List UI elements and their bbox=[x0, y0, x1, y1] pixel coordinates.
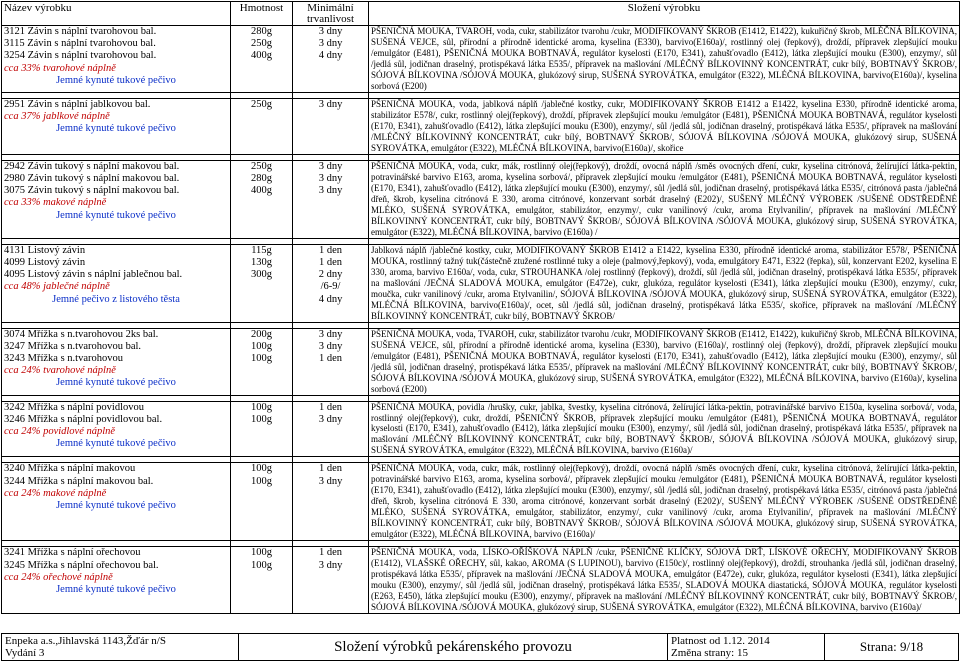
product-weight: 400g bbox=[251, 50, 272, 62]
product-category: Jemné kynuté tukové pečivo bbox=[56, 500, 176, 512]
filling-share-note: cca 48% jablečné náplně bbox=[4, 281, 110, 293]
product-weight: 280g bbox=[251, 26, 272, 37]
product-names-cell bbox=[2, 547, 231, 614]
product-name: 4099 Listový závin bbox=[4, 256, 86, 268]
product-name: 3241 Mřížka s náplní ořechovou bbox=[4, 547, 141, 559]
weights-cell bbox=[231, 328, 293, 395]
product-weight: 100g bbox=[251, 559, 272, 571]
shelf-life-value: 3 dny bbox=[318, 38, 343, 50]
footer-page-number: Strana: 9/18 bbox=[825, 634, 959, 661]
shelf-life-value: 3 dny bbox=[318, 340, 343, 352]
product-group-row bbox=[2, 463, 960, 541]
product-category: Jemné pečivo z listového těsta bbox=[52, 293, 180, 305]
header-composition: Složení výrobku bbox=[369, 2, 960, 26]
product-weight: 300g bbox=[251, 269, 272, 281]
composition-text: PŠENIČNÁ MOUKA, voda, cukr, mák, rostlinný olej(řepkový), droždí, ovocná náplň /směs ovocných dření, cukr, kyselina citrónová, želírující látka-pektin, potravinářské barvivo E163, aroma, kyselina sorbová/, přípravek zlepšující mouku /emulgátor (E481), PŠENIČNÁ MOUKA BOBTNAVÁ, regulátor kyselosti (E170, E341), zahušťovadlo (E412), látka zlepšující mouku (E300), enzymy/, sůl /jedlá sůl, jodičnan draselný, protispékavá látka E535/, citrónová pasta /jablečná dřeň, škrob, kyselina citrónová E 330, aroma citrónové, konzervant sorbát draselný (E202)/, SUŠENÝ MLÉČNÝ VÝROBEK /SUŠENÉ ODSTŘEDĚNÉ MLÉKO, SUŠENÁ SYROVÁTKA, emulgátor, stabilizátor, enzymy/, cukr vanilinový /cukr, aroma Etylvanilin/, přípravek na mašlování /MLÉČNÝ BÍLKOVINNÝ KONCENTRÁT, cukr bílý, BOBTNAVÝ ŠKROB/, SÓJOVÁ BÍLKOVINA /SÓJOVÁ MOUKA, glukózový sirup, SUŠENÁ SYROVÁTKA, emulgátor (E322), MLÉČNÁ BÍLKOVINA, barvivo (E160a) / bbox=[369, 160, 960, 238]
header-weight: Hmotnost bbox=[231, 2, 293, 26]
product-weight: 250g bbox=[251, 38, 272, 50]
header-shelf-life: Minimální trvanlivost bbox=[293, 2, 369, 26]
product-name: 3244 Mřížka s náplní makovou bal. bbox=[4, 475, 154, 487]
product-group-row bbox=[2, 26, 960, 93]
product-weight: 400g bbox=[251, 185, 272, 197]
product-weight: 280g bbox=[251, 173, 272, 185]
filling-share-note: cca 24% makové náplně bbox=[4, 487, 107, 499]
shelf-life-value: 1 den bbox=[318, 401, 343, 413]
weights-cell bbox=[231, 160, 293, 238]
shelf-life-value: /6-9/ bbox=[320, 281, 341, 293]
weights-cell bbox=[231, 244, 293, 322]
shelf-life-value: 4 dny bbox=[318, 293, 343, 305]
composition-text: Jablková náplň /jablečné kostky, cukr, MODIFIKOVANÝ ŠKROB E1412 a E1422, kyselina E330, přírodně identické aroma, stabilizátor E578/, PŠENIČNÁ MOUKA, rostlinný tažný tuk(částečně ztužené rostlinné tuky a oleje (palmový,řepkový), voda, emulgátory E471, E322 (řepka), sůl, konzervant E202, kyselina E 330, aroma, barvivo E160a/, voda, cukr, STROUHANKA /olej rostlinný (řepkový), droždí, sůl /jedlá sůl, jodičnan draselný, protispékavá látka E535/, přípravek na mašlování /JEČNÁ SLADOVÁ MOUKA, emulgátor (E472e), cukr, glukóza, regulátor kyselosti (E341), látka zlepšující mouku (E300), enzymy/, cukr, moučka, cukr vanilinový /cukr, aroma Etylvanilin/, SÓJOVÁ BÍLKOVINA /SÓJOVÁ MOUKA, glukózový sirup, SUŠENÁ SYROVÁTKA, emulgátor (E322), MLÉČNÁ BÍLKOVINA, barvivo(E160a)/, ocet, sůl /jedlá sůl, jodičnan draselný, protispékavá látka E535/, skořice, přípravek na mašlování /MLÉČNÝ BÍLKOVINNÝ KONCENTRÁT, cukr bílý, BOBTNAVÝ ŠKROB/ bbox=[369, 244, 960, 322]
product-group-row bbox=[2, 160, 960, 238]
product-category: Jemné kynuté tukové pečivo bbox=[56, 438, 176, 450]
shelf-life-value: 1 den bbox=[318, 244, 343, 256]
shelf-life-value: 2 dny bbox=[318, 269, 343, 281]
product-name: 3074 Mřížka s n.tvarohovou 2ks bal. bbox=[4, 328, 159, 340]
composition-text: PŠENIČNÁ MOUKA, voda, jablková náplň /jablečné kostky, cukr, MODIFIKOVANÝ ŠKROB E1412 a E1422, kyselina E330, přírodně identické aroma, stabilizátor E578/, cukr, rostlinný olej(řepkový), droždí, přípravek zlepšující mouku /emulgátor (E481), PŠENIČNÁ MOUKA BOBTNAVÁ, regulátor kyselosti (E170, E341), zahušťovadlo (E412), látka zlepšující mouku (E300), enzymy/, sůl /jedlá sůl, jodičnan draselný, protispékavá látka E535/, přípravek na mašlování /MLÉČNÝ BÍLKOVINNÝ KONCENTRÁT, cukr bílý, BOBTNAVÝ ŠKROB/, SÓJOVÁ BÍLKOVINA /SÓJOVÁ MOUKA, glukózový sirup, SUŠENÁ SYROVÁTKA, emulgátor (E322), MLÉČNÁ BÍLKOVINA, barvivo(E160a)/, skořice bbox=[369, 98, 960, 154]
shelf-life-value: 3 dny bbox=[318, 328, 343, 340]
product-names-cell bbox=[2, 26, 231, 93]
product-weight: 100g bbox=[251, 463, 272, 475]
filling-share-note: cca 24% ořechové náplně bbox=[4, 571, 113, 583]
product-names-cell bbox=[2, 463, 231, 541]
shelf-life-cell bbox=[293, 401, 369, 457]
filling-share-note: cca 37% jablkové náplně bbox=[4, 111, 110, 123]
shelf-life-value: 3 dny bbox=[318, 98, 343, 110]
product-name: 3075 Závin tukový s náplní makovou bal. bbox=[4, 185, 180, 197]
shelf-life-value: 1 den bbox=[318, 256, 343, 268]
product-name: 3240 Mřížka s náplní makovou bbox=[4, 463, 136, 475]
shelf-life-value: 3 dny bbox=[318, 26, 343, 37]
product-name: 4095 Listový závin s náplní jablečnou bal. bbox=[4, 269, 183, 281]
product-names-cell bbox=[2, 328, 231, 395]
shelf-life-value: 3 dny bbox=[318, 559, 343, 571]
shelf-life-value: 3 dny bbox=[318, 413, 343, 425]
product-group-row bbox=[2, 98, 960, 154]
product-weight: 100g bbox=[251, 340, 272, 352]
product-weight: 115g bbox=[251, 244, 272, 256]
header-name: Název výrobku bbox=[2, 2, 231, 26]
product-name: 2942 Závin tukový s náplní makovou bal. bbox=[4, 160, 180, 172]
composition-text: PŠENIČNÁ MOUKA, voda, cukr, mák, rostlinný olej(řepkový), droždí, ovocná náplň /směs ovocných dření, cukr, kyselina citrónová, želírující látka-pektin, potravinářské barvivo E163, aroma, kyselina sorbová/, přípravek zlepšující mouku /emulgátor (E481), PŠENIČNÁ MOUKA BOBTNAVÁ, regulátor kyselosti (E170, E341), zahušťovadlo (E412), látka zlepšující mouku (E300), enzymy/, sůl /jedlá sůl, jodičnan draselný, protispékavá látka E535/, citrónová pasta /jablečná dřeň, škrob, kyselina citrónová E 330, aroma citrónové, konzervant sorbát draselný (E202)/, SUŠENÝ MLÉČNÝ VÝROBEK /SUŠENÉ ODSTŘEDĚNÉ MLÉKO, SUŠENÁ SYROVÁTKA, emulgátor, stabilizátor, enzymy/, cukr vanilinový /cukr, aroma Etylvanilin/, přípravek na mašlování /MLÉČNÝ BÍLKOVINNÝ KONCENTRÁT, cukr bílý, BOBTNAVÝ ŠKROB/, SÓJOVÁ BÍLKOVINA /SÓJOVÁ MOUKA, glukózový sirup, SUŠENÁ SYROVÁTKA, emulgátor (E322), MLÉČNÁ BÍLKOVINA, barvivo (E160a)/ bbox=[369, 463, 960, 541]
product-name: 3254 Závin s náplní tvarohovou bal. bbox=[4, 50, 157, 62]
product-group-row bbox=[2, 547, 960, 614]
product-category: Jemné kynuté tukové pečivo bbox=[56, 377, 176, 389]
product-name: 2951 Závin s náplní jablkovou bal. bbox=[4, 98, 151, 110]
shelf-life-value: 3 dny bbox=[318, 160, 343, 172]
product-weight: 130g bbox=[251, 256, 272, 268]
shelf-life-cell bbox=[293, 463, 369, 541]
product-name: 3121 Závin s náplní tvarohovou bal. bbox=[4, 26, 157, 37]
filling-share-note: cca 33% tvarohové náplně bbox=[4, 62, 116, 74]
product-name: 3243 Mřížka s n.tvarohovou bbox=[4, 353, 123, 365]
product-weight: 100g bbox=[251, 475, 272, 487]
product-group-row bbox=[2, 328, 960, 395]
weights-cell bbox=[231, 401, 293, 457]
shelf-life-cell bbox=[293, 160, 369, 238]
product-category: Jemné kynuté tukové pečivo bbox=[56, 74, 176, 86]
filling-share-note: cca 33% makové náplně bbox=[4, 197, 107, 209]
footer-company: Enpeka a.s.,Jihlavská 1143,Žďár n/S bbox=[5, 635, 166, 647]
product-weight: 200g bbox=[251, 328, 272, 340]
composition-text: PŠENIČNÁ MOUKA, TVAROH, voda, cukr, stabilizátor tvarohu /cukr, MODIFIKOVANÝ ŠKROB (E1412, E1422), kukuřičný škrob, MLÉČNÁ BÍLKOVINA, SUŠENÁ VEJCE, sůl, přírodní a přírodně identické aroma, kyselina (E330), barvivo(E160a)/, rostlinný olej (řepkový), droždí, přípravek zlepšující mouku /emulgátor (E481), PŠENIČNÁ MOUKA BOBTNAVÁ, regulátor kyselosti (E170, E341), zahušťovadlo (E412), látka zlepšující mouku (E300), enzymy/, sůl /jedlá sůl, jodičnan draselný, protispékavá látka E535/, přípravek na mašlování /MLÉČNÝ BÍLKOVINNÝ KONCENTRÁT, cukr bílý, BOBTNAVÝ ŠKROB/, SÓJOVÁ BÍLKOVINA /SÓJOVÁ MOUKA, glukózový sirup, SUŠENÁ SYROVÁTKA, emulgátor (E322), MLÉČNÁ BÍLKOVINA, barvivo(E160a)/, kyselina sorbová (E200) bbox=[369, 26, 960, 93]
product-name: 3245 Mřížka s náplní ořechovou bal. bbox=[4, 559, 159, 571]
product-name: 3247 Mřížka s n.tvarohovou bal. bbox=[4, 340, 142, 352]
product-weight: 100g bbox=[251, 547, 272, 559]
product-name: 4131 Listový závin bbox=[4, 244, 86, 256]
composition-text: PŠENIČNÁ MOUKA, voda, TVAROH, cukr, stabilizátor tvarohu /cukr, MODIFIKOVANÝ ŠKROB (E1412, E1422), kukuřičný škrob, MLÉČNÁ BÍLKOVINA, SUŠENÁ VEJCE, sůl, přírodní a přírodně identické aroma, kyselina (E330), barvivo (E160a)/, rostlinný olej (řepkový), droždí, přípravek zlepšující mouku /emulgátor (E481), PŠENIČNÁ MOUKA BOBTNAVÁ, regulátor kyselosti (E170, E341), zahušťovadlo (E412), látka zlepšující mouku (E300), enzymy/, sůl /jedlá sůl, jodičnan draselný, protispékavá látka E535/, přípravek na mašlování /MLÉČNÝ BÍLKOVINNÝ KONCENTRÁT, cukr bílý, BOBTNAVÝ ŠKROB/, SÓJOVÁ BÍLKOVINA /SÓJOVÁ MOUKA, glukózový sirup, SUŠENÁ SYROVÁTKA, emulgátor (E322), MLÉČNÁ BÍLKOVINA, barvivo (E160a)/, kyselina sorbová (E200) bbox=[369, 328, 960, 395]
footer-issue: Vydání 3 bbox=[5, 647, 45, 659]
composition-table bbox=[1, 1, 960, 614]
product-weight: 100g bbox=[251, 413, 272, 425]
footer-valid-from: Platnost od 1.12. 2014 bbox=[671, 635, 770, 647]
product-names-cell bbox=[2, 98, 231, 154]
shelf-life-value: 3 dny bbox=[318, 185, 343, 197]
product-names-cell bbox=[2, 244, 231, 322]
shelf-life-value: 4 dny bbox=[318, 50, 343, 62]
shelf-life-cell bbox=[293, 547, 369, 614]
shelf-life-value: 1 den bbox=[318, 547, 343, 559]
product-names-cell bbox=[2, 160, 231, 238]
shelf-life-cell bbox=[293, 98, 369, 154]
header-row bbox=[2, 2, 960, 26]
product-name: 3242 Mřížka s náplní povidlovou bbox=[4, 401, 144, 413]
weights-cell bbox=[231, 463, 293, 541]
shelf-life-cell bbox=[293, 244, 369, 322]
footer-page-changes: Změna strany: 15 bbox=[671, 647, 748, 659]
product-name: 3246 Mřížka s náplní povidlovou bal. bbox=[4, 413, 163, 425]
product-group-row bbox=[2, 244, 960, 322]
weights-cell bbox=[231, 26, 293, 93]
product-category: Jemné kynuté tukové pečivo bbox=[56, 209, 176, 221]
weights-cell bbox=[231, 547, 293, 614]
shelf-life-value: 1 den bbox=[318, 353, 343, 365]
footer-validity-cell bbox=[668, 634, 825, 661]
product-name: 3115 Závin s náplní tvarohovou bal. bbox=[4, 38, 156, 50]
composition-text: PŠENIČNÁ MOUKA, voda, LÍSKO-OŘÍŠKOVÁ NÁPLŇ /cukr, PŠENIČNÉ KLÍČKY, SÓJOVÁ DRŤ, LÍSKOVÉ OŘECHY, MODIFIKOVANÝ ŠKROB (E1412), VLAŠSKÉ OŘECHY, sůl, kakao, AROMA (S LUPINOU), barvivo (E150c)/, rostlinný olej(řepkový), droždí, strouhanka /jedlá sůl, jodičnan draselný, protispékavá látka E535/, přípravek na mašlování /JEČNÁ SLADOVÁ MOUKA, emulgátor (E472e), cukr, glukóza, regulátor kyselosti (E341), látka zlepšující mouku (E300), enzymy/, sůl /jedlá sůl, jodičnan draselný, protispékavá látka E535/, SLADOVÁ MOUKA diastatická, SÓJOVÁ MOUKA, regulátor kyselosti (E263, E450), látka zlepšující mouku (E300), enzymy/, přípravek na mašlování /MLÉČNÝ BÍLKOVINNÝ KONCENTRÁT, cukr bílý, BOBTNAVÝ ŠKROB/, SÓJOVÁ BÍLKOVINA /SÓJOVÁ MOUKA, glukózový sirup, SUŠENÁ SYROVÁTKA, emulgátor (E322), MLÉČNÁ BÍLKOVINA, barvivo (E160a)/ bbox=[369, 547, 960, 614]
product-category: Jemné kynuté tukové pečivo bbox=[56, 123, 176, 135]
weights-cell bbox=[231, 98, 293, 154]
footer-company-cell bbox=[2, 634, 239, 661]
footer bbox=[1, 633, 959, 661]
shelf-life-value: 1 den bbox=[318, 463, 343, 475]
product-weight: 100g bbox=[251, 401, 272, 413]
shelf-life-value: 3 dny bbox=[318, 475, 343, 487]
product-weight: 250g bbox=[251, 160, 272, 172]
product-weight: 100g bbox=[251, 353, 272, 365]
product-category: Jemné kynuté tukové pečivo bbox=[56, 583, 176, 595]
shelf-life-value: 3 dny bbox=[318, 173, 343, 185]
product-names-cell bbox=[2, 401, 231, 457]
document-page bbox=[1, 1, 959, 661]
footer-title: Složení výrobků pekárenského provozu bbox=[239, 634, 668, 661]
product-group-row bbox=[2, 401, 960, 457]
composition-text: PŠENIČNÁ MOUKA, povidla /hrušky, cukr, jablka, švestky, kyselina citrónová, želírující látka-pektin, potravinářské barvivo E150a, kyselina sorbová/, voda, rostlinný olej(řepkový), cukr, droždí, PŠENIČNÝ ŠKROB, přípravek zlepšující mouku /emulgátor (E481), PŠENIČNÁ MOUKA BOBTNAVÁ, regulátor kyselosti (E170, E341), zahušťovadlo (E412), látka zlepšující mouku (E300), enzymy/, sůl /jedlá sůl, jodičnan draselný, protispékavá látka E535/, přípravek na mašlování /MLÉČNÝ BÍLKOVINNÝ KONCENTRÁT, cukr bílý, BOBTNAVÝ ŠKROB/, SÓJOVÁ BÍLKOVINA /SÓJOVÁ MOUKA, glukózový sirup, SUŠENÁ SYROVÁTKA, emulgátor (E322), MLÉČNÁ BÍLKOVINA, barvivo (E160a)/ bbox=[369, 401, 960, 457]
filling-share-note: cca 24% povidlové náplně bbox=[4, 425, 116, 437]
shelf-life-cell bbox=[293, 26, 369, 93]
product-name: 2980 Závin tukový s náplní makovou bal. bbox=[4, 173, 180, 185]
filling-share-note: cca 24% tvarohové náplně bbox=[4, 365, 116, 377]
shelf-life-cell bbox=[293, 328, 369, 395]
product-weight: 250g bbox=[251, 98, 272, 110]
